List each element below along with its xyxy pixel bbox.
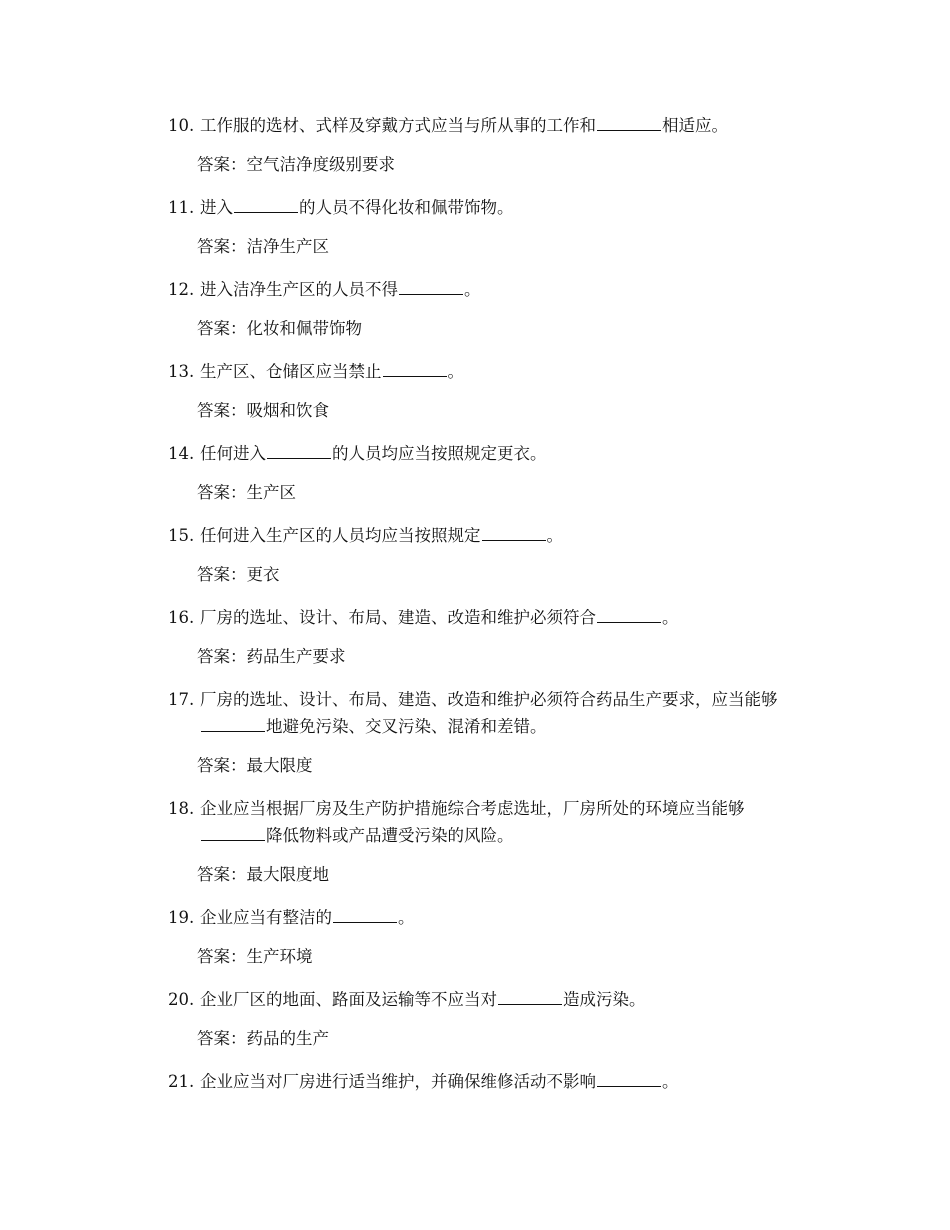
fill-blank xyxy=(201,713,265,732)
question-17 xyxy=(168,686,808,740)
question-text: 生产区、仓储区应当禁止 。 xyxy=(200,358,808,385)
fill-blank xyxy=(201,822,265,841)
fill-blank xyxy=(498,986,562,1005)
answer-text: 化妆和佩带饰物 xyxy=(246,319,362,338)
question-10 xyxy=(168,112,808,139)
answer-label: 答案： xyxy=(197,155,247,174)
question-number: 19. xyxy=(168,908,195,927)
answer-text: 洁净生产区 xyxy=(246,237,329,256)
question-text: 厂房的选址、设计、布局、建造、改造和维护必须符合 。 xyxy=(200,604,808,631)
answer-label: 答案： xyxy=(197,647,247,666)
fill-blank xyxy=(399,276,463,295)
answer-12 xyxy=(197,315,808,342)
question-text: 任何进入生产区的人员均应当按照规定 。 xyxy=(200,522,808,549)
answer-11 xyxy=(197,233,808,260)
question-number: 18. xyxy=(168,799,195,818)
question-number: 11. xyxy=(168,198,195,217)
question-18 xyxy=(168,795,808,849)
question-number: 13. xyxy=(168,362,195,381)
answer-15 xyxy=(197,561,808,588)
answer-text: 吸烟和饮食 xyxy=(246,401,329,420)
question-number: 21. xyxy=(168,1072,195,1091)
answer-text: 最大限度地 xyxy=(246,865,329,884)
question-number: 15. xyxy=(168,526,195,545)
question-number: 16. xyxy=(168,608,195,627)
question-14 xyxy=(168,440,808,467)
fill-blank xyxy=(333,904,397,923)
question-text: 进入 的人员不得化妆和佩带饰物。 xyxy=(200,194,808,221)
question-text: 企业应当有整洁的 。 xyxy=(200,904,808,931)
answer-16 xyxy=(197,643,808,670)
question-13 xyxy=(168,358,808,385)
answer-label: 答案： xyxy=(197,565,247,584)
answer-14 xyxy=(197,479,808,506)
question-16 xyxy=(168,604,808,631)
answer-label: 答案： xyxy=(197,1029,247,1048)
fill-blank xyxy=(597,112,661,131)
answer-label: 答案： xyxy=(197,483,247,502)
question-number: 14. xyxy=(168,444,195,463)
answer-19 xyxy=(197,943,808,970)
question-text: 厂房的选址、设计、布局、建造、改造和维护必须符合药品生产要求，应当能够地避免污染、交叉污染、混淆和差错。 xyxy=(200,690,778,736)
answer-label: 答案： xyxy=(197,756,247,775)
question-text: 企业应当对厂房进行适当维护，并确保维修活动不影响 。 xyxy=(200,1068,808,1095)
question-text: 工作服的选材、式样及穿戴方式应当与所从事的工作和 相适应。 xyxy=(200,112,808,139)
question-text: 进入洁净生产区的人员不得 。 xyxy=(200,276,808,303)
fill-blank xyxy=(267,440,331,459)
question-text: 企业厂区的地面、路面及运输等不应当对 造成污染。 xyxy=(200,986,808,1013)
question-number: 10. xyxy=(168,116,195,135)
question-text: 任何进入 的人员均应当按照规定更衣。 xyxy=(200,440,808,467)
question-19 xyxy=(168,904,808,931)
question-number: 20. xyxy=(168,990,195,1009)
answer-label: 答案： xyxy=(197,947,247,966)
fill-blank xyxy=(597,1068,661,1087)
answer-text: 空气洁净度级别要求 xyxy=(246,155,395,174)
answer-text: 生产区 xyxy=(246,483,296,502)
answer-text: 更衣 xyxy=(246,565,280,584)
answer-text: 最大限度 xyxy=(246,756,313,775)
answer-10 xyxy=(197,151,808,178)
question-number: 12. xyxy=(168,280,195,299)
answer-label: 答案： xyxy=(197,401,247,420)
answer-text: 生产环境 xyxy=(246,947,313,966)
answer-13 xyxy=(197,397,808,424)
answer-label: 答案： xyxy=(197,865,247,884)
fill-blank xyxy=(482,522,546,541)
answer-20 xyxy=(197,1025,808,1052)
answer-label: 答案： xyxy=(197,319,247,338)
question-number: 17. xyxy=(168,690,195,709)
answer-text: 药品的生产 xyxy=(246,1029,329,1048)
answer-label: 答案： xyxy=(197,237,247,256)
question-12 xyxy=(168,276,808,303)
question-list xyxy=(168,112,808,1095)
answer-text: 药品生产要求 xyxy=(246,647,346,666)
question-20 xyxy=(168,986,808,1013)
fill-blank xyxy=(597,604,661,623)
answer-17 xyxy=(197,752,808,779)
fill-blank xyxy=(383,358,447,377)
answer-18 xyxy=(197,861,808,888)
fill-blank xyxy=(234,194,298,213)
question-15 xyxy=(168,522,808,549)
question-text: 企业应当根据厂房及生产防护措施综合考虑选址，厂房所处的环境应当能够降低物料或产品遭受污染的风险。 xyxy=(200,799,745,845)
question-21 xyxy=(168,1068,808,1095)
question-11 xyxy=(168,194,808,221)
